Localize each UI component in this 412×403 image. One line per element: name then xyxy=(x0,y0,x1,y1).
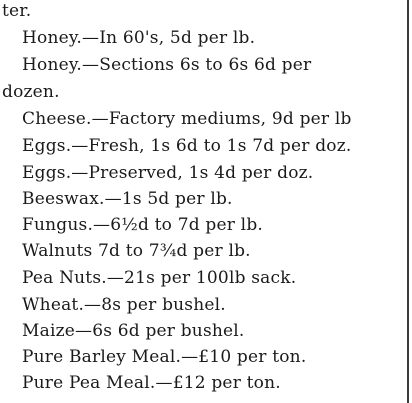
text-line: Maize—6s 6d per bushel. xyxy=(22,321,245,341)
text-line: Pure Pea Meal.—£12 per ton. xyxy=(22,373,281,393)
text-line: Fungus.—6½d to 7d per lb. xyxy=(22,215,263,235)
text-line: Pure Barley Meal.—£10 per ton. xyxy=(22,347,307,367)
column-rule xyxy=(407,0,409,403)
text-line: Pea Nuts.—21s per 100lb sack. xyxy=(22,268,297,288)
text-line: Eggs.—Preserved, 1s 4d per doz. xyxy=(22,163,314,183)
text-line: dozen. xyxy=(2,82,60,102)
text-line: Wheat.—8s per bushel. xyxy=(22,295,226,315)
text-line: Beeswax.—1s 5d per lb. xyxy=(22,189,233,209)
text-line: Honey.—In 60's, 5d per lb. xyxy=(22,28,256,48)
text-line: ter. xyxy=(2,1,32,21)
text-line: Walnuts 7d to 7¾d per lb. xyxy=(22,241,251,261)
text-line: Eggs.—Fresh, 1s 6d to 1s 7d per doz. xyxy=(22,136,352,156)
text-line: Cheese.—Factory mediums, 9d per lb xyxy=(22,109,352,129)
text-line: Honey.—Sections 6s to 6s 6d per xyxy=(22,55,312,75)
